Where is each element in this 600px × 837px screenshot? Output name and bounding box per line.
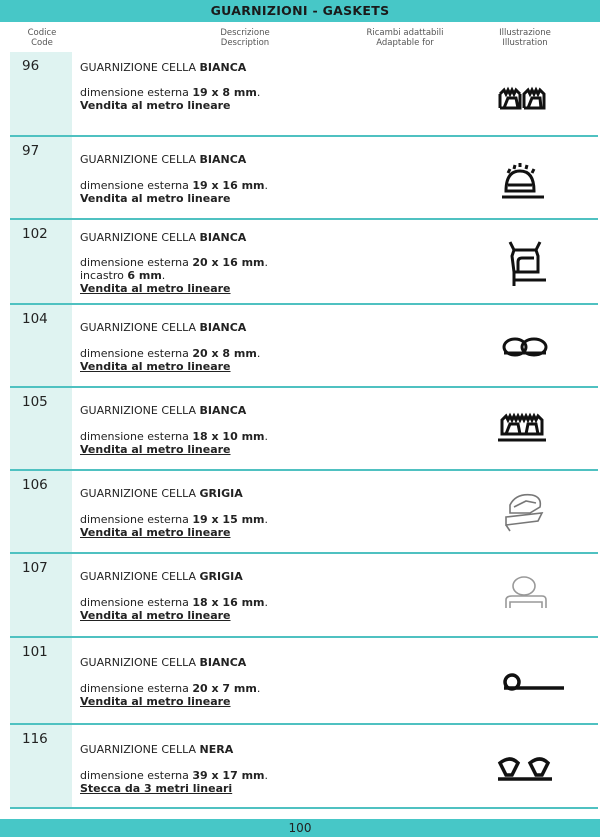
col-description-en: Description [220, 38, 270, 48]
item-description: dimensione esterna 20 x 8 mm. Vendita al metro lineare [80, 347, 261, 373]
item-description: dimensione esterna 19 x 16 mm. Vendita al metro lineare [80, 179, 268, 205]
column-headers [0, 22, 600, 52]
gasket-96-icon [484, 70, 574, 120]
table-row [10, 305, 598, 388]
table-row [10, 388, 598, 471]
item-code: 96 [22, 58, 40, 74]
table-row [10, 725, 598, 809]
item-sale-unit: Stecca da 3 metri lineari [80, 782, 233, 795]
item-title: GUARNIZIONE CELLA BIANCA [80, 153, 247, 166]
item-code: 106 [22, 477, 48, 493]
table-row [10, 137, 598, 220]
gasket-97-icon [484, 155, 574, 205]
gasket-101-icon [484, 658, 574, 708]
gasket-106-icon [484, 485, 574, 541]
col-adaptable-en: Adaptable for [376, 38, 434, 48]
item-sale-unit: Vendita al metro lineare [80, 99, 231, 112]
item-title: GUARNIZIONE CELLA BIANCA [80, 321, 247, 334]
gasket-105-icon [484, 404, 574, 454]
item-sale-unit: Vendita al metro lineare [80, 192, 231, 205]
gasket-116-icon [484, 745, 574, 795]
table-row [10, 638, 598, 725]
table-row [10, 52, 598, 137]
item-description: dimensione esterna 20 x 16 mm. incastro 6 mm. Vendita al metro lineare [80, 256, 268, 295]
item-sale-unit: Vendita al metro lineare [80, 609, 231, 622]
item-sale-unit: Vendita al metro lineare [80, 360, 231, 373]
col-description-it: Descrizione [220, 28, 270, 38]
item-description: dimensione esterna 18 x 10 mm. Vendita al metro lineare [80, 430, 268, 456]
table-row [10, 220, 598, 305]
col-illustration [480, 28, 570, 48]
col-adaptable [350, 28, 460, 48]
col-code [14, 28, 70, 48]
row-divider [10, 807, 598, 809]
item-title: GUARNIZIONE CELLA BIANCA [80, 404, 247, 417]
col-code-it: Codice [27, 28, 57, 38]
item-sale-unit: Vendita al metro lineare [80, 443, 231, 456]
gasket-107-icon [484, 568, 574, 624]
item-description: dimensione esterna 39 x 17 mm. Stecca da 3 metri lineari [80, 769, 268, 795]
item-description: dimensione esterna 18 x 16 mm. Vendita al metro lineare [80, 596, 268, 622]
col-adaptable-it: Ricambi adattabili [366, 28, 444, 38]
item-title: GUARNIZIONE CELLA GRIGIA [80, 487, 243, 500]
col-code-en: Code [31, 38, 53, 48]
item-title: GUARNIZIONE CELLA GRIGIA [80, 570, 243, 583]
item-code: 101 [22, 644, 48, 660]
table-row [10, 471, 598, 554]
item-description: dimensione esterna 20 x 7 mm. Vendita al metro lineare [80, 682, 261, 708]
table-row [10, 554, 598, 638]
page-number: 100 [288, 821, 312, 835]
item-sale-unit: Vendita al metro lineare [80, 282, 231, 295]
item-description: dimensione esterna 19 x 15 mm. Vendita al metro lineare [80, 513, 268, 539]
item-sale-unit: Vendita al metro lineare [80, 526, 231, 539]
item-code: 107 [22, 560, 48, 576]
page-header: GUARNIZIONI - GASKETS [0, 0, 600, 22]
item-sale-unit: Vendita al metro lineare [80, 695, 231, 708]
item-code: 116 [22, 731, 48, 747]
gasket-104-icon [484, 323, 574, 373]
col-description [175, 28, 315, 48]
item-description: dimensione esterna 19 x 8 mm. Vendita al metro lineare [80, 86, 261, 112]
gasket-102-icon [484, 232, 574, 292]
item-title: GUARNIZIONE CELLA NERA [80, 743, 234, 756]
item-code: 97 [22, 143, 40, 159]
col-illustration-it: Illustrazione [499, 28, 551, 38]
col-illustration-en: Illustration [502, 38, 548, 48]
item-code: 105 [22, 394, 48, 410]
item-title: GUARNIZIONE CELLA BIANCA [80, 231, 247, 244]
item-title: GUARNIZIONE CELLA BIANCA [80, 656, 247, 669]
item-code: 104 [22, 311, 48, 327]
item-title: GUARNIZIONE CELLA BIANCA [80, 61, 247, 74]
item-code: 102 [22, 226, 48, 242]
